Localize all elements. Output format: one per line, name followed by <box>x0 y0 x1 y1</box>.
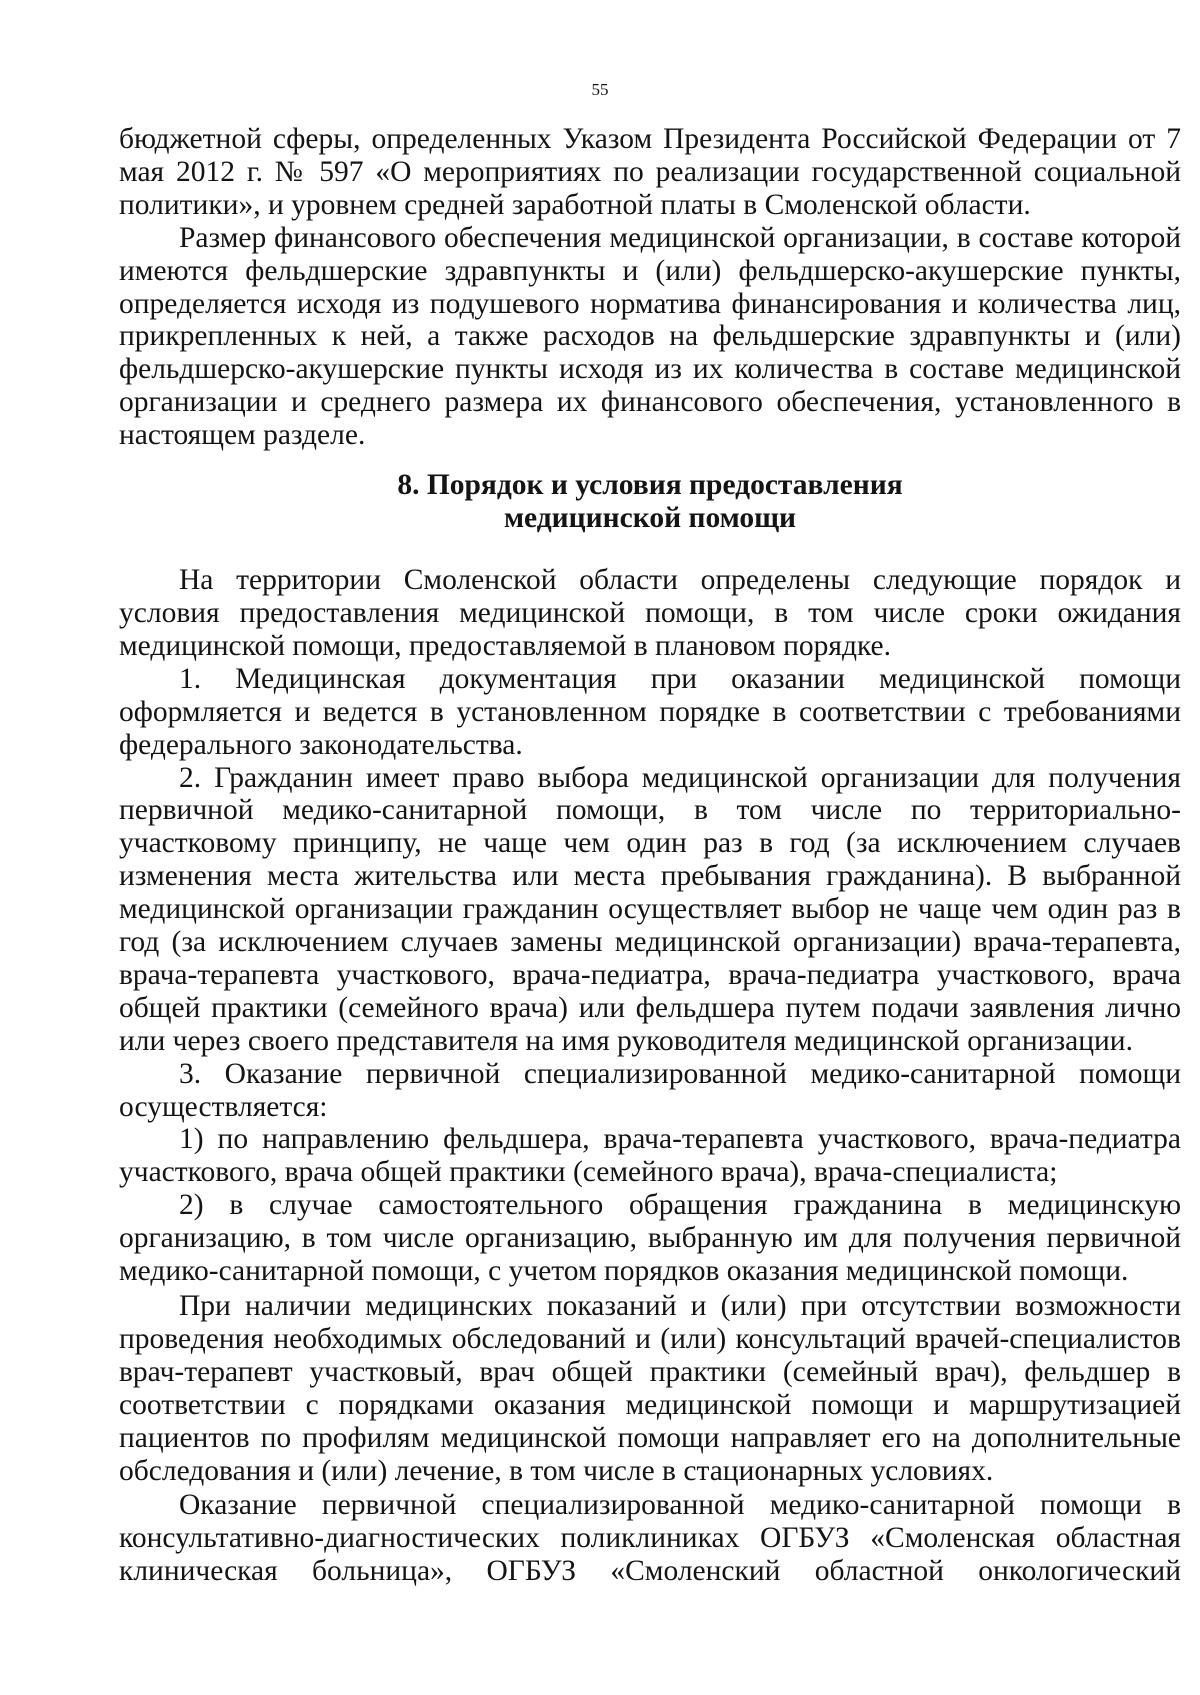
item-2-paragraph: 2. Гражданин имеет право выбора медицинской организации для получения первичной медико-санитарной помощи, в том числе по территориально-участковому принципу, не чаще чем один раз в год (за исключением случаев изменения места жительства или места пребывания гражданина). В выбранной медицинской организации гражданин осуществляет выбор не чаще чем один раз в год (за исключением случаев замены медицинской организации) врача-терапевта, врача-терапевта участкового, врача-педиатра, врача-педиатра участкового, врача общей практики (семейного врача) или фельдшера путем подачи заявления лично или через своего представителя на имя руководителя медицинской организации. <box>119 761 1181 1057</box>
item-3-subitem-1: 1) по направлению фельдшера, врача-терапевта участкового, врача-педиатра участкового, врача общей практики (семейного врача), врача-специалиста; <box>119 1123 1181 1189</box>
referral-paragraph: При наличии медицинских показаний и (или) при отсутствии возможности проведения необходимых обследований и (или) консультаций врачей-специалистов врач-терапевт участковый, врач общей практики (семейный врач), фельдшер в соответствии с порядками оказания медицинской помощи и маршрутизацией пациентов по профилям медицинской помощи направляет его на дополнительные обследования и (или) лечение, в том числе в стационарных условиях. <box>119 1290 1181 1487</box>
section-heading-line-2: медицинской помощи <box>503 502 797 535</box>
page-number: 55 <box>591 80 609 99</box>
section-heading <box>119 469 1181 535</box>
section-intro-paragraph: На территории Смоленской области определены следующие порядок и условия предоставления медицинской помощи, в том числе сроки ожидания медицинской помощи, предоставляемой в плановом порядке. <box>119 564 1181 662</box>
item-3-subitem-2: 2) в случае самостоятельного обращения гражданина в медицинскую организацию, в том числе организацию, выбранную им для получения первичной медико-санитарной помощи, с учетом порядков оказания медицинской помощи. <box>119 1189 1181 1288</box>
item-3-paragraph: 3. Оказание первичной специализированной медико-санитарной помощи осуществляется: <box>119 1057 1181 1123</box>
financing-paragraph: Размер финансового обеспечения медицинской организации, в составе которой имеются фельдшерские здравпункты и (или) фельдшерско-акушерские пункты, определяется исходя из подушевого норматива финансирования и количества лиц, прикрепленных к ней, а также расходов на фельдшерские здравпункты и (или) фельдшерско-акушерские пункты исходя из их количества в составе медицинской организации и среднего размера их финансового обеспечения, установленного в настоящем разделе. <box>119 221 1181 452</box>
consultative-paragraph: Оказание первичной специализированной медико-санитарной помощи в консультативно-диагностических поликлиниках ОГБУЗ «Смоленская областная клиническая больница», ОГБУЗ «Смоленский областной онкологический <box>119 1489 1181 1588</box>
document-body <box>119 123 1181 1588</box>
intro-continuation-paragraph: бюджетной сферы, определенных Указом Президента Российской Федерации от 7 мая 2012 г. № 597 «О мероприятиях по реализации государственной социальной политики», и уровнем средней заработной платы в Смоленской области. <box>119 123 1181 221</box>
item-1-paragraph: 1. Медицинская документация при оказании медицинской помощи оформляется и ведется в установленном порядке в соответствии с требованиями федерального законодательства. <box>119 662 1181 761</box>
section-heading-line-1: 8. Порядок и условия предоставления <box>397 469 903 502</box>
